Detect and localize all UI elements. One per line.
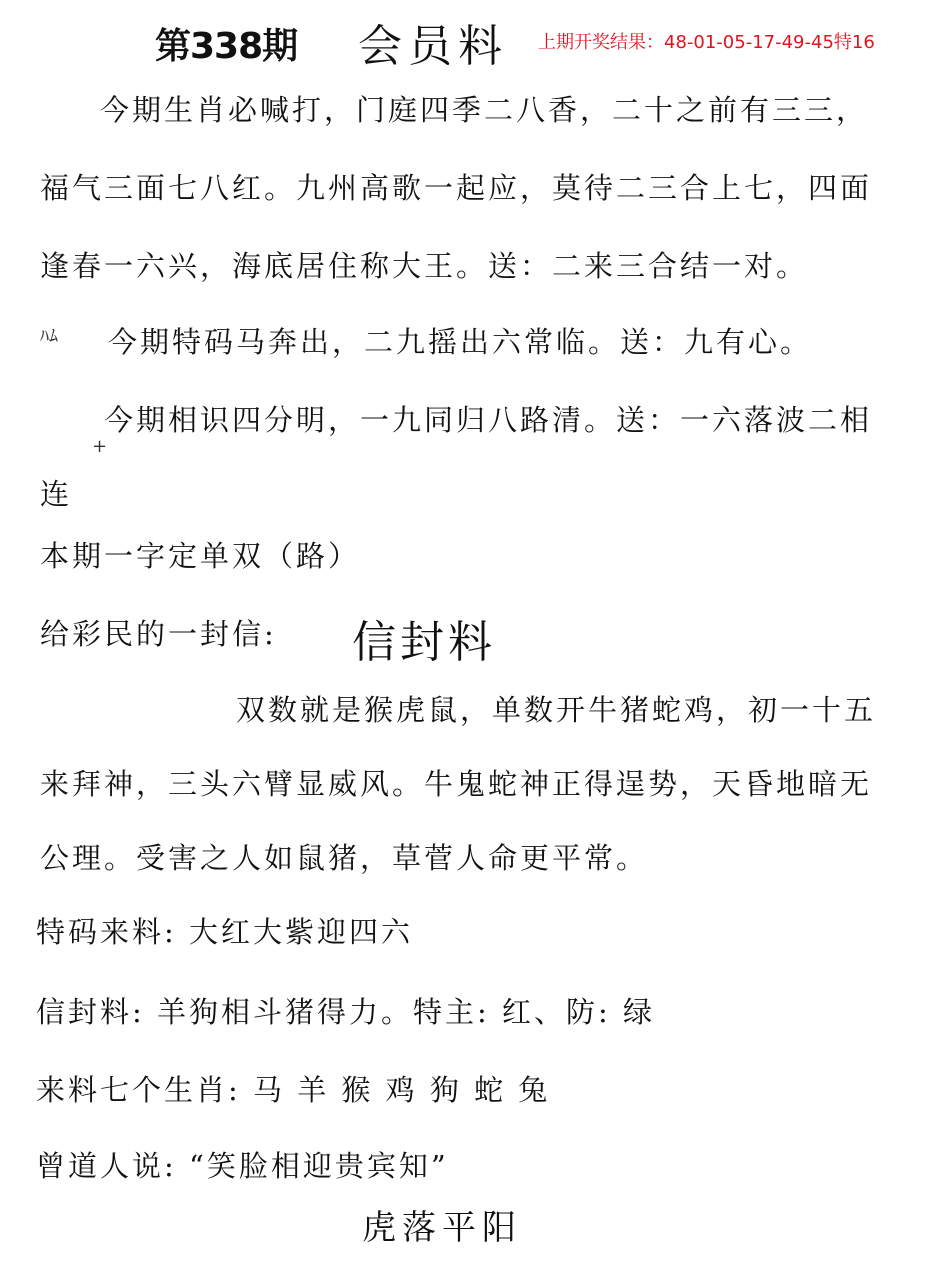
single-double-tip: 本期一字定单双（路） bbox=[40, 539, 361, 573]
poem-line-6: 连 bbox=[40, 477, 73, 511]
scan-artifact-mark: ﾊﾑ bbox=[40, 326, 58, 347]
letter-title: 信封料 bbox=[352, 617, 496, 668]
letter-line-3: 公理。受害之人如鼠猪，草菅人命更平常。 bbox=[40, 841, 649, 875]
letter-line-2: 来拜神，三头六臂显威风。牛鬼蛇神正得逞势，天昏地暗无 bbox=[40, 767, 873, 801]
issue-number: 第338期 bbox=[155, 26, 298, 67]
scan-artifact-cross: + bbox=[92, 436, 108, 457]
last-draw-result: 上期开奖结果：48-01-05-17-49-45特16 bbox=[538, 32, 875, 53]
page-title: 会员料 bbox=[358, 21, 508, 72]
poem-line-2: 福气三面七八红。九州高歌一起应，莫待二三合上七，四面 bbox=[40, 171, 873, 205]
zeng-dao-quote: 曾道人说: “笑脸相迎贵宾知” bbox=[36, 1149, 449, 1183]
seven-zodiac: 来料七个生肖: 马 羊 猴 鸡 狗 蛇 兔 bbox=[36, 1073, 551, 1107]
envelope-text: 信封料: 羊狗相斗猪得力。特主: 红、防: 绿 bbox=[36, 995, 655, 1029]
letter-line-1: 双数就是猴虎鼠，单数开牛猪蛇鸡，初一十五 bbox=[236, 693, 877, 727]
poem-line-3: 逢春一六兴，海底居住称大王。送：二来三合结一对。 bbox=[40, 249, 809, 283]
special-source: 特码来料: 大红大紫迎四六 bbox=[36, 915, 413, 949]
poem-line-1: 今期生肖必喊打，门庭四季二八香，二十之前有三三， bbox=[100, 93, 869, 127]
poem-line-5: 今期相识四分明，一九同归八路清。送：一六落波二相 bbox=[104, 403, 873, 437]
closing-phrase: 虎落平阳 bbox=[362, 1208, 522, 1248]
poem-line-4: 今期特码马奔出，二九摇出六常临。送：九有心。 bbox=[108, 325, 813, 359]
letter-label: 给彩民的一封信: bbox=[40, 617, 277, 651]
